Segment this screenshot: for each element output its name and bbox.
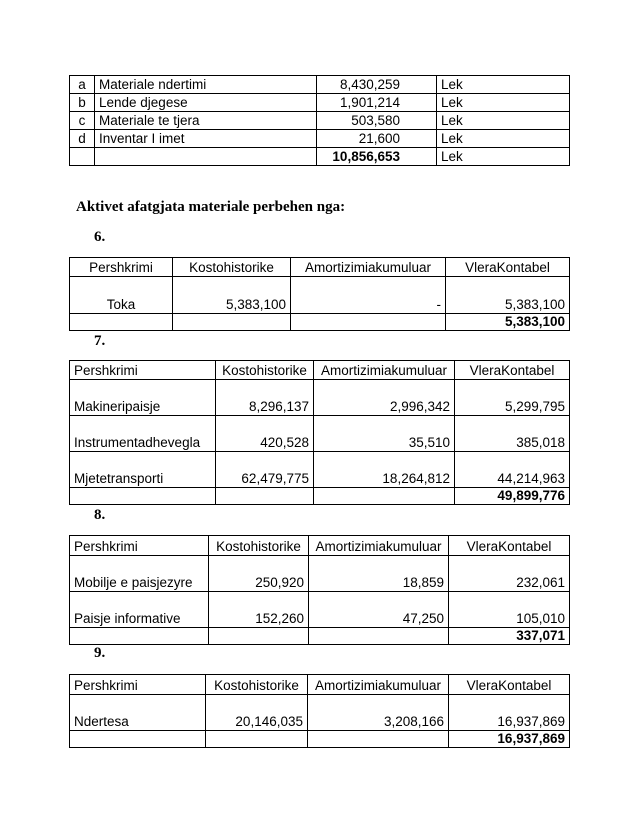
header-amortizimiakumuluar: Amortizimiakumuluar bbox=[314, 361, 455, 380]
table-row bbox=[70, 277, 570, 314]
table-row bbox=[70, 380, 570, 416]
empty-cell bbox=[70, 731, 206, 748]
assets-table-6 bbox=[69, 257, 570, 331]
row-cost: 250,920 bbox=[209, 556, 309, 592]
assets-table-7 bbox=[69, 360, 570, 505]
header-vlerakontabel: VleraKontabel bbox=[449, 675, 570, 695]
row-cost: 20,146,035 bbox=[206, 695, 308, 731]
header-pershkrimi: Pershkrimi bbox=[70, 536, 209, 556]
row-name: Inventar I imet bbox=[95, 130, 317, 148]
table-header-row bbox=[70, 536, 570, 556]
row-letter: c bbox=[70, 112, 95, 130]
empty-cell bbox=[70, 148, 95, 166]
empty-cell bbox=[216, 488, 314, 505]
header-pershkrimi: Pershkrimi bbox=[70, 258, 173, 277]
table-row bbox=[70, 94, 570, 112]
assets-table-9 bbox=[69, 674, 570, 748]
row-amort: 18,859 bbox=[309, 556, 449, 592]
row-value: 503,580 bbox=[317, 112, 437, 130]
empty-cell bbox=[209, 628, 309, 645]
row-cost: 5,383,100 bbox=[173, 277, 291, 314]
section-number: 7. bbox=[94, 333, 106, 349]
row-letter: b bbox=[70, 94, 95, 112]
header-pershkrimi: Pershkrimi bbox=[70, 675, 206, 695]
total-value: 5,383,100 bbox=[446, 314, 570, 331]
header-amortizimiakumuluar: Amortizimiakumuluar bbox=[308, 675, 449, 695]
row-currency: Lek bbox=[437, 94, 570, 112]
header-kostohistorike: Kostohistorike bbox=[209, 536, 309, 556]
total-value: 337,071 bbox=[449, 628, 570, 645]
row-amort: 47,250 bbox=[309, 592, 449, 628]
assets-table-8 bbox=[69, 535, 570, 645]
row-amort: 35,510 bbox=[314, 416, 455, 452]
total-value: 49,899,776 bbox=[455, 488, 570, 505]
table-row bbox=[70, 556, 570, 592]
table-header-row bbox=[70, 675, 570, 695]
row-currency: Lek bbox=[437, 130, 570, 148]
row-name: Mjetetransporti bbox=[70, 452, 216, 488]
section-number: 6. bbox=[94, 229, 106, 245]
empty-cell bbox=[308, 731, 449, 748]
row-value: 105,010 bbox=[449, 592, 570, 628]
row-value: 232,061 bbox=[449, 556, 570, 592]
empty-cell bbox=[173, 314, 291, 331]
row-cost: 152,260 bbox=[209, 592, 309, 628]
row-name: Lende djegese bbox=[95, 94, 317, 112]
table-total-row bbox=[70, 148, 570, 166]
row-currency: Lek bbox=[437, 76, 570, 94]
total-value: 16,937,869 bbox=[449, 731, 570, 748]
row-value: 1,901,214 bbox=[317, 94, 437, 112]
row-value: 44,214,963 bbox=[455, 452, 570, 488]
row-name: Mobilje e paisjezyre bbox=[70, 556, 209, 592]
row-name: Paisje informative bbox=[70, 592, 209, 628]
header-vlerakontabel: VleraKontabel bbox=[455, 361, 570, 380]
section-heading: Aktivet afatgjata materiale perbehen nga: bbox=[76, 199, 346, 215]
total-currency: Lek bbox=[437, 148, 570, 166]
header-vlerakontabel: VleraKontabel bbox=[446, 258, 570, 277]
row-cost: 8,296,137 bbox=[216, 380, 314, 416]
row-letter: a bbox=[70, 76, 95, 94]
table-total-row bbox=[70, 314, 570, 331]
empty-cell bbox=[70, 488, 216, 505]
header-kostohistorike: Kostohistorike bbox=[206, 675, 308, 695]
empty-cell bbox=[309, 628, 449, 645]
row-amort: 2,996,342 bbox=[314, 380, 455, 416]
header-vlerakontabel: VleraKontabel bbox=[449, 536, 570, 556]
row-cost: 62,479,775 bbox=[216, 452, 314, 488]
empty-cell bbox=[95, 148, 317, 166]
row-amort: 18,264,812 bbox=[314, 452, 455, 488]
row-value: 8,430,259 bbox=[317, 76, 437, 94]
section-number: 8. bbox=[94, 507, 106, 523]
table-row bbox=[70, 130, 570, 148]
header-amortizimiakumuluar: Amortizimiakumuluar bbox=[309, 536, 449, 556]
empty-cell bbox=[291, 314, 446, 331]
empty-cell bbox=[314, 488, 455, 505]
table-row bbox=[70, 416, 570, 452]
table-header-row bbox=[70, 258, 570, 277]
row-letter: d bbox=[70, 130, 95, 148]
row-name: Makineripaisje bbox=[70, 380, 216, 416]
table-total-row bbox=[70, 628, 570, 645]
header-amortizimiakumuluar: Amortizimiakumuluar bbox=[291, 258, 446, 277]
row-amort: - bbox=[291, 277, 446, 314]
section-number: 9. bbox=[94, 645, 106, 661]
row-value: 16,937,869 bbox=[449, 695, 570, 731]
empty-cell bbox=[70, 314, 173, 331]
row-name: Toka bbox=[70, 277, 173, 314]
inventory-table bbox=[69, 75, 570, 166]
row-cost: 420,528 bbox=[216, 416, 314, 452]
table-row bbox=[70, 695, 570, 731]
empty-cell bbox=[206, 731, 308, 748]
row-name: Materiale te tjera bbox=[95, 112, 317, 130]
table-row bbox=[70, 592, 570, 628]
row-amort: 3,208,166 bbox=[308, 695, 449, 731]
header-kostohistorike: Kostohistorike bbox=[216, 361, 314, 380]
row-name: Materiale ndertimi bbox=[95, 76, 317, 94]
empty-cell bbox=[70, 628, 209, 645]
table-row bbox=[70, 452, 570, 488]
table-row bbox=[70, 76, 570, 94]
table-row bbox=[70, 112, 570, 130]
row-currency: Lek bbox=[437, 112, 570, 130]
row-value: 385,018 bbox=[455, 416, 570, 452]
row-value: 5,383,100 bbox=[446, 277, 570, 314]
total-value: 10,856,653 bbox=[317, 148, 437, 166]
header-pershkrimi: Pershkrimi bbox=[70, 361, 216, 380]
table-total-row bbox=[70, 731, 570, 748]
row-name: Instrumentadhevegla bbox=[70, 416, 216, 452]
row-name: Ndertesa bbox=[70, 695, 206, 731]
row-value: 5,299,795 bbox=[455, 380, 570, 416]
header-kostohistorike: Kostohistorike bbox=[173, 258, 291, 277]
table-total-row bbox=[70, 488, 570, 505]
table-header-row bbox=[70, 361, 570, 380]
row-value: 21,600 bbox=[317, 130, 437, 148]
